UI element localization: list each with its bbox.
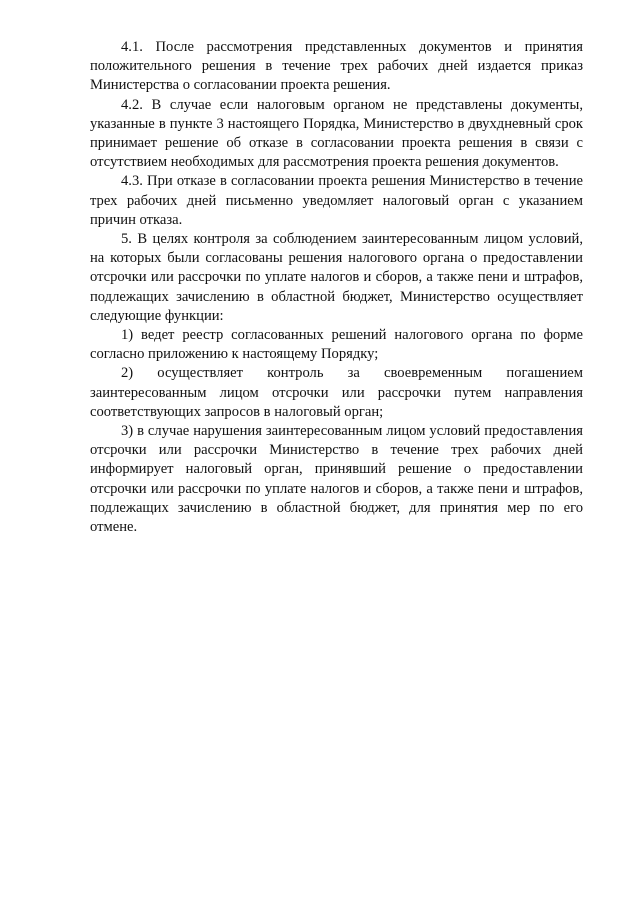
paragraph-4-2: 4.2. В случае если налоговым органом не представлены документы, указанные в пункте 3 настоящего Порядка, Министерство в двухдневный срок принимает решение об отказе в согласовании проекта решения в связи с отсутствием необходимых для рассмотрения проекта решения документов. [90,96,583,171]
list-item-3: 3) в случае нарушения заинтересованным лицом условий предоставления отсрочки или рассрочки Министерство в течение трех рабочих дней информирует налоговый орган, принявший решение о предоставлении отсрочки или рассрочки по уплате налогов и сборов, а также пени и штрафов, подлежащих зачислению в областной бюджет, для принятия мер по его отмене. [90,423,583,536]
document-page [90,38,583,537]
paragraph-4-1: 4.1. После рассмотрения представленных документов и принятия положительного решения в течение трех рабочих дней издается приказ Министерства о согласовании проекта решения. [90,39,583,94]
list-item-2: 2) осуществляет контроль за своевременным погашением заинтересованным лицом отсрочки или рассрочки путем направления соответствующих запросов в налоговый орган; [90,365,583,420]
paragraph-4-3: 4.3. При отказе в согласовании проекта решения Министерство в течение трех рабочих дней письменно уведомляет налоговый орган с указанием причин отказа. [90,173,583,228]
paragraph-5: 5. В целях контроля за соблюдением заинтересованным лицом условий, на которых были согласованы решения налогового органа о предоставлении отсрочки или рассрочки по уплате налогов и сборов, а также пени и штрафов, подлежащих зачислению в областной бюджет, Министерство осуществляет следующие функции: [90,231,583,324]
list-item-1: 1) ведет реестр согласованных решений налогового органа по форме согласно приложению к настоящему Порядку; [90,327,583,363]
